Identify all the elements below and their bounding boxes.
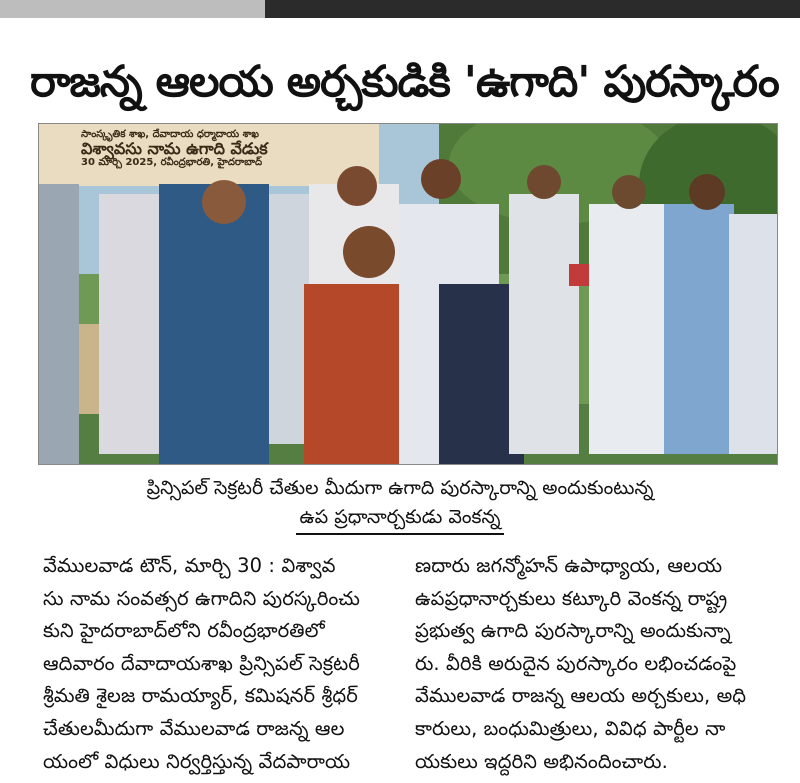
article-line: శ్రీమతి శైలజ రామయ్యార్, కమిషనర్ శ్రీధర్ bbox=[43, 684, 358, 708]
article-line: సు నామ సంవత్సర ఉగాదిని పురస్కరించు bbox=[43, 586, 361, 610]
photo-caption bbox=[40, 474, 760, 535]
caption-line2: ఉప ప్రధానార్చకుడు వెంకన్న bbox=[296, 503, 505, 535]
award-ceremony-photo bbox=[39, 124, 777, 464]
banner-line1: సాంస్కృతిక శాఖ, దేవాదాయ ధర్మాదాయ శాఖ bbox=[81, 129, 259, 140]
article-line: ప్రభుత్వ ఉగాది పురస్కారాన్ని అందుకున్నా bbox=[415, 619, 731, 643]
article-line: ఉపప్రధానార్చకులు కట్కూరి వెంకన్న రాష్ట్ర bbox=[415, 586, 728, 610]
article-line: కుని హైదరాబాద్‌లోని రవీంద్రభారతిలో bbox=[43, 619, 325, 643]
news-photo bbox=[38, 123, 778, 465]
article-line: వేములవాడ రాజన్న ఆలయ అర్చకులు, అధి bbox=[415, 684, 747, 708]
banner-line2: విశ్వావసు నామ ఉగాది వేడుక bbox=[81, 139, 268, 158]
headline: రాజన్న ఆలయ అర్చకుడికి 'ఉగాది' పురస్కారం bbox=[30, 57, 779, 107]
caption-line1: ప్రిన్సిపల్ సెక్రటరీ చేతుల మీదుగా ఉగాది పురస్కారాన్ని అందుకుంటున్న bbox=[146, 477, 654, 499]
article-line: ణదారు జగన్మోహన్ ఉపాధ్యాయ, ఆలయ bbox=[415, 554, 723, 577]
page-header-bar bbox=[0, 0, 800, 18]
header-bar-light bbox=[0, 0, 265, 18]
article-line: చేతులమీదుగా వేములవాడ రాజన్న ఆల bbox=[43, 716, 345, 740]
article-line: యకులు ఇద్దరిని అభినందించారు. bbox=[415, 749, 668, 773]
article-line: ఆదివారం దేవాదాయశాఖ ప్రిన్సిపల్ సెక్రటరీ bbox=[43, 651, 360, 675]
article-column-left bbox=[43, 550, 399, 778]
article-column-right bbox=[415, 550, 777, 778]
article-line: కారులు, బంధుమిత్రులు, వివిధ పార్టీల నా bbox=[415, 716, 726, 740]
article-line: యంలో విధులు నిర్వర్తిస్తున్న వేదపారాయ bbox=[43, 749, 351, 773]
banner-line3: 30 మార్చి 2025, రవీంద్రభారతి, హైదరాబాద్ bbox=[81, 157, 263, 168]
article-line: రు. వీరికి అరుదైన పురస్కారం లభించడంపై bbox=[415, 651, 737, 675]
header-bar-dark bbox=[265, 0, 800, 18]
photo-banner bbox=[81, 128, 268, 170]
article-line: వేములవాడ టౌన్, మార్చి 30 : విశ్వావ bbox=[43, 554, 336, 577]
